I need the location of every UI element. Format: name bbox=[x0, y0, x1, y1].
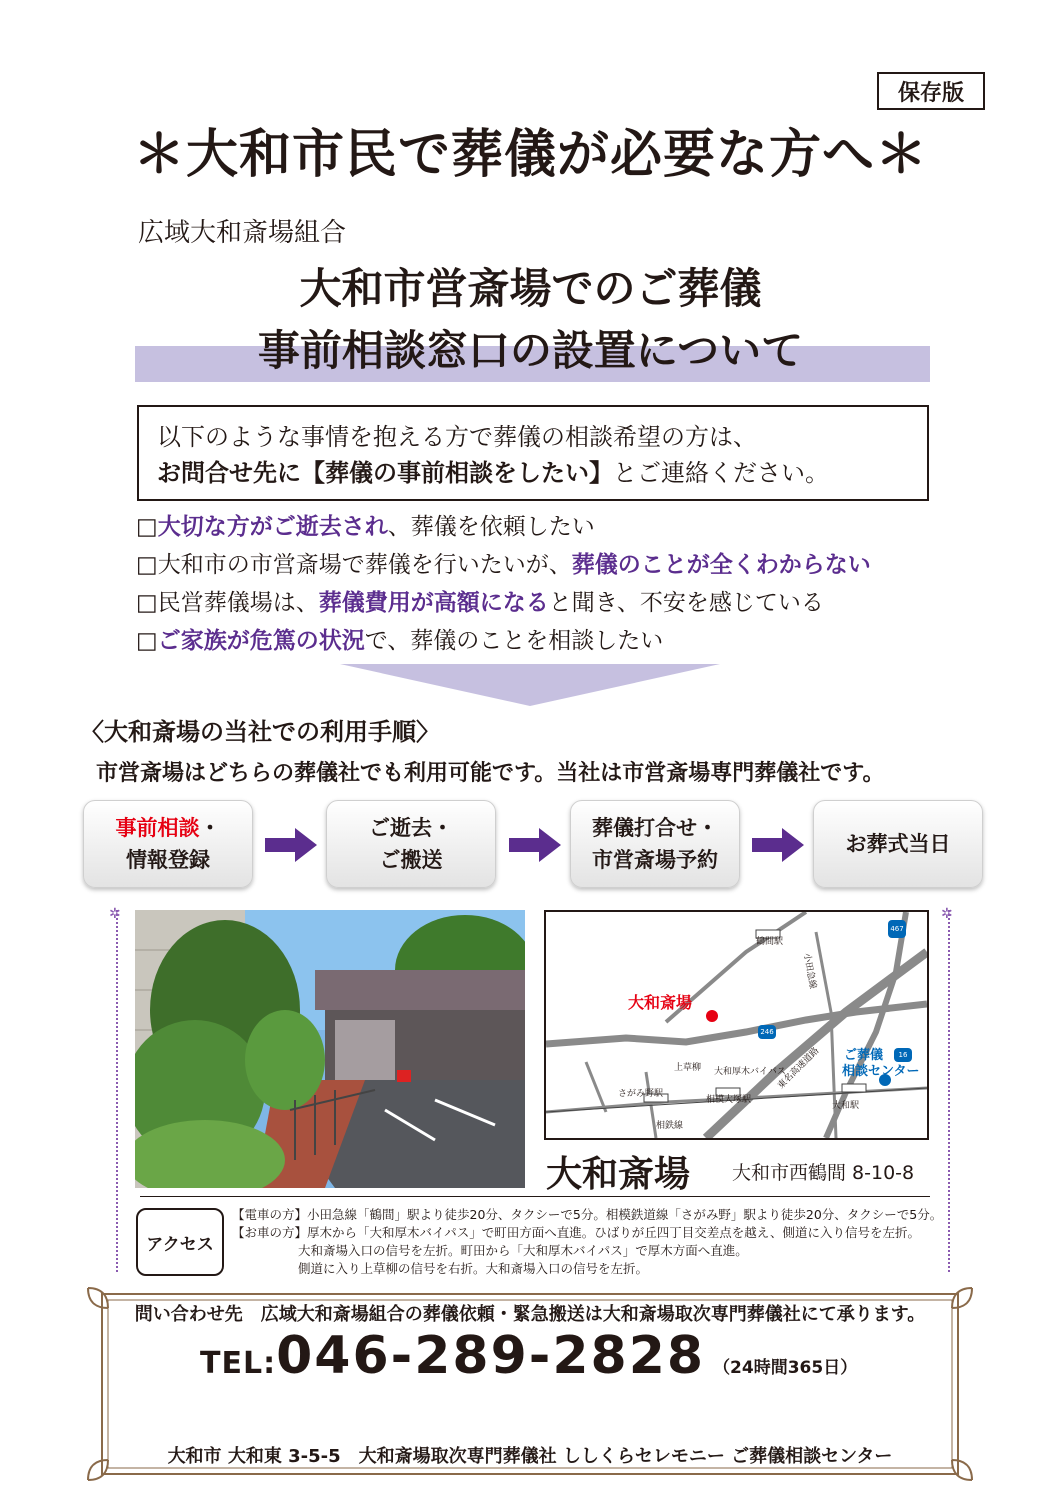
step-planning bbox=[570, 800, 740, 888]
situation-checklist bbox=[136, 508, 956, 660]
access-line: 【お車の方】厚木から「大和厚木バイパス」で町田方面へ直進。ひばりが丘四丁目交差点を越え、側道に入り信号を左折。 bbox=[232, 1225, 921, 1240]
checkbox-icon: □ bbox=[136, 552, 158, 578]
section-subtitle: 市営斎場はどちらの葬儀社でも利用可能です。当社は市営斎場専門葬儀社です。 bbox=[96, 761, 885, 786]
notice-line-2-bold: お問合せ先に【葬儀の事前相談をしたい】 bbox=[157, 459, 613, 487]
checklist-text: 、葬儀を依頼したい bbox=[387, 514, 595, 540]
step-transport bbox=[326, 800, 496, 888]
access-line: 【電車の方】小田急線「鶴間」駅より徒歩20分、タクシーで5分。相模鉄道線「さがみ野」駅より徒歩20分、タクシーで5分。 bbox=[232, 1207, 943, 1222]
notice-line-2 bbox=[157, 455, 909, 491]
organization-name: 広域大和斎場組合 bbox=[138, 218, 347, 248]
step-label: ・ bbox=[199, 816, 221, 840]
arrow-right-icon bbox=[509, 828, 561, 862]
map-label-bypass: 大和厚木バイパス bbox=[714, 1067, 786, 1077]
arrow-right-icon bbox=[265, 828, 317, 862]
checklist-highlight: 葬儀のことが全くわからない bbox=[571, 552, 871, 578]
route-sign-icon: 467 bbox=[888, 920, 906, 938]
checklist-item bbox=[136, 546, 956, 584]
checkbox-icon: □ bbox=[136, 514, 158, 540]
map-label-tomei: 東名高速道路 bbox=[776, 1045, 822, 1092]
checklist-highlight: 葬儀費用が高額になる bbox=[318, 590, 549, 616]
step-label: ご逝去・ bbox=[369, 816, 453, 840]
phone-digits: 046-289-2828 bbox=[276, 1326, 706, 1386]
map-label-tsuruma: 鶴間駅 bbox=[756, 937, 784, 947]
flower-ornament-icon: ✲ bbox=[109, 906, 121, 922]
access-line: 側道に入り上草柳の信号を右折。大和斎場入口の信号を左折。 bbox=[298, 1261, 649, 1276]
facility-address: 大和市西鶴間 8-10-8 bbox=[732, 1162, 915, 1184]
down-arrow-icon bbox=[340, 664, 720, 706]
step-consultation bbox=[83, 800, 253, 888]
access-line: 大和斎場入口の信号を左折。町田から「大和厚木バイパス」で厚木方面へ直進。 bbox=[298, 1243, 748, 1258]
page-headline: ＊大和市民で葬儀が必要な方へ＊ bbox=[132, 125, 928, 185]
phone-label: TEL: bbox=[200, 1346, 277, 1381]
map-label-kamisoyagi: 上草柳 bbox=[674, 1063, 702, 1073]
decorative-dotted-line bbox=[948, 910, 964, 1272]
checklist-item bbox=[136, 622, 956, 660]
checkbox-icon: □ bbox=[136, 590, 158, 616]
notice-box bbox=[137, 405, 929, 501]
facility-name: 大和斎場 bbox=[546, 1154, 691, 1195]
contact-intro: 問い合わせ先 広域大和斎場組合の葬儀依頼・緊急搬送は大和斎場取次専門葬儀社にて承ります。 bbox=[134, 1304, 926, 1325]
checklist-highlight: 大切な方がご逝去され bbox=[157, 514, 388, 540]
map-label-sagami-otsuka: 相模大塚駅 bbox=[706, 1095, 752, 1105]
access-label: アクセス bbox=[136, 1208, 224, 1276]
company-address: 大和市 大和東 3-5-5 大和斎場取次専門葬儀社 ししくらセレモニー ご葬儀相談センター bbox=[167, 1446, 893, 1467]
step-funeral-day bbox=[813, 800, 983, 888]
step-label-red: 事前相談 bbox=[115, 816, 200, 840]
checklist-highlight: ご家族が危篤の状況 bbox=[157, 628, 365, 654]
map-label-yamato-station: 大和駅 bbox=[832, 1101, 860, 1111]
map-consult-center-label-1: ご葬儀 bbox=[844, 1048, 884, 1063]
checkbox-icon: □ bbox=[136, 628, 158, 654]
map-consult-center-label-2: 相談センター bbox=[842, 1064, 920, 1079]
map-facility-label: 大和斎場 bbox=[628, 993, 693, 1012]
decorative-dotted-line bbox=[116, 910, 132, 1272]
checklist-item bbox=[136, 508, 956, 546]
checklist-text: と聞き、不安を感じている bbox=[548, 590, 824, 616]
step-label: 葬儀打合せ・ bbox=[592, 816, 718, 840]
flower-ornament-icon: ✲ bbox=[941, 906, 953, 922]
title-line-2: 事前相談窓口の設置について bbox=[257, 326, 804, 375]
checklist-text: 民営葬儀場は、 bbox=[157, 590, 319, 616]
divider bbox=[140, 1196, 930, 1197]
checklist-text: で、葬儀のことを相談したい bbox=[364, 628, 664, 654]
map-label-odakyu: 小田急線 bbox=[801, 952, 818, 990]
step-label: 市営斎場予約 bbox=[592, 848, 718, 872]
notice-line-2-rest: とご連絡ください。 bbox=[613, 459, 829, 487]
phone-hours: （24時間365日） bbox=[713, 1358, 858, 1378]
map-label-sagamino: さがみ野駅 bbox=[618, 1089, 664, 1099]
route-sign-icon: 246 bbox=[758, 1025, 776, 1039]
step-label: ご搬送 bbox=[379, 848, 443, 872]
access-directions bbox=[232, 1206, 942, 1278]
route-sign-icon: 16 bbox=[894, 1048, 912, 1062]
title-line-1: 大和市営斎場でのご葬儀 bbox=[299, 264, 762, 313]
step-label: 情報登録 bbox=[126, 848, 210, 872]
map-label-sotetsu: 相鉄線 bbox=[656, 1121, 684, 1131]
section-title: 〈大和斎場の当社での利用手順〉 bbox=[80, 718, 440, 746]
notice-line-1: 以下のような事情を抱える方で葬儀の相談希望の方は、 bbox=[157, 423, 757, 451]
phone-number bbox=[200, 1326, 857, 1386]
step-label: お葬式当日 bbox=[845, 832, 951, 856]
checklist-text: 大和市の市営斎場で葬儀を行いたいが、 bbox=[157, 552, 572, 578]
archive-badge: 保存版 bbox=[877, 72, 985, 110]
arrow-right-icon bbox=[752, 828, 804, 862]
checklist-item bbox=[136, 584, 956, 622]
facility-photo bbox=[135, 910, 525, 1188]
location-map bbox=[544, 910, 929, 1140]
